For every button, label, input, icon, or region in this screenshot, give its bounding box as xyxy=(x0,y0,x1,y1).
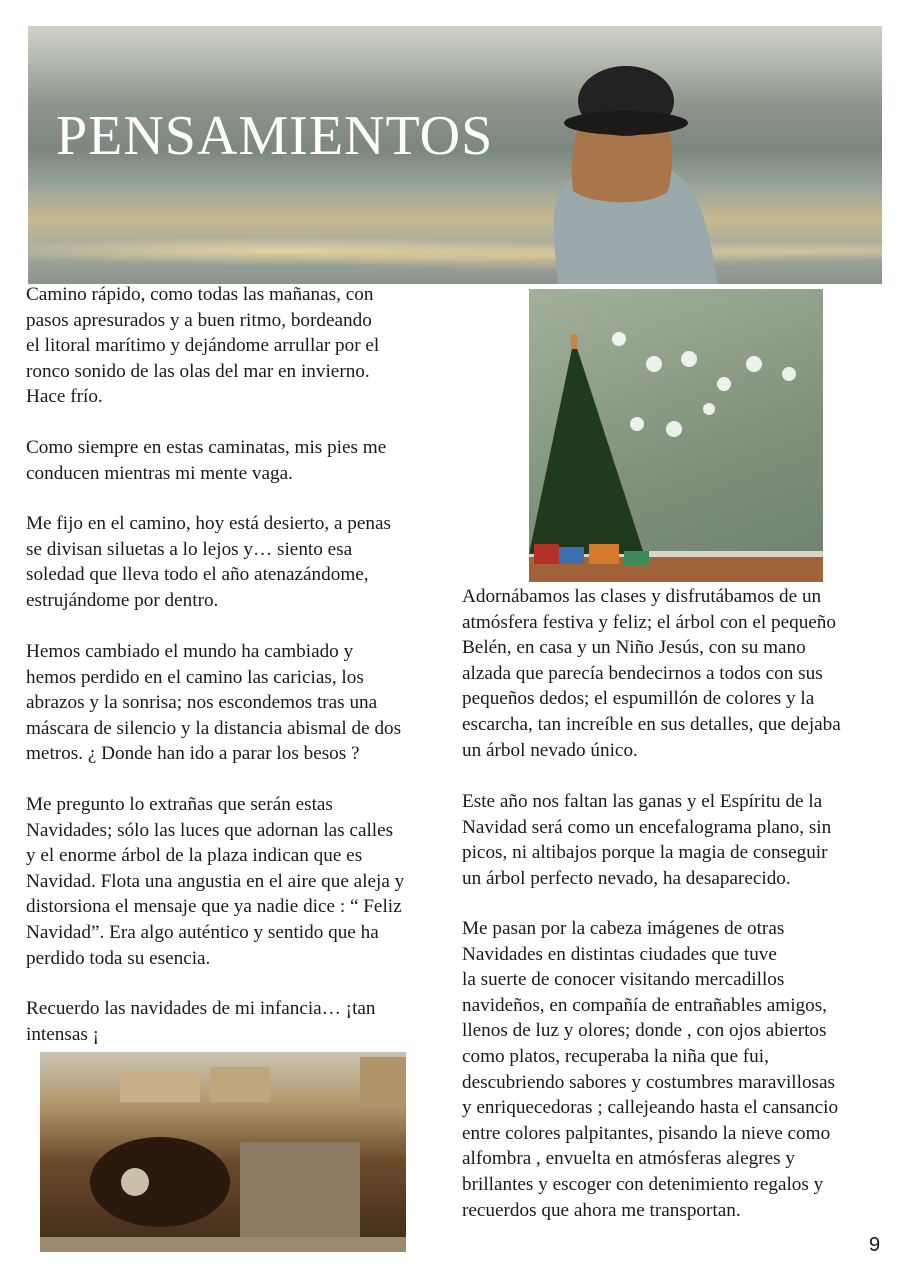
page-title: PENSAMIENTOS xyxy=(56,105,494,167)
paragraph: Hemos cambiado el mundo ha cambiado y hemos perdido en el camino las caricias, los abrazos y la sonrisa; nos escondemos tras una máscara de silencio y la distancia abismal de dos metros. ¿ Donde han ido a parar los besos ? xyxy=(26,641,402,765)
paragraph: Camino rápido, como todas las mañanas, con pasos apresurados y a buen ritmo, bordeando el litoral marítimo y dejándome arrullar por el ronco sonido de las olas del mar en invierno. Hace frío. xyxy=(26,284,380,408)
header-banner-image xyxy=(28,26,882,284)
nativity-scene-icon xyxy=(40,1052,406,1252)
paragraph: Me fijo en el camino, hoy está desierto, a penas se divisan siluetas a lo lejos y… siento esa soledad que lleva todo el año atenazándome, estrujándome por dentro. xyxy=(26,513,391,611)
woman-silhouette-illustration xyxy=(518,41,728,284)
paragraph: Adornábamos las clases y disfrutábamos de un atmósfera festiva y feliz; el árbol con el pequeño Belén, en casa y un Niño Jesús, con su mano alzada que parecía bendecirnos a todos con sus pequeños dedos; el espumillón de colores y la escarcha, tan increíble en sus detalles, que dejaba un árbol nevado único. xyxy=(462,586,841,761)
paragraph: Me pasan por la cabeza imágenes de otras Navidades en distintas ciudades que tuve la suerte de conocer visitando mercadillos navideños, en compañía de entrañables amigos, llenos de luz y olores; donde , con ojos abiertos como platos, recuperaba la niña que fui, descubriendo sabores y costumbres maravillosas y enriquecedoras ; callejeando hasta el cansancio entre colores palpitantes, pisando la nieve como alfombra , envuelta en atmósferas alegres y brillantes y escoger con detenimiento regalos y recuerdos que ahora me transportan. xyxy=(462,918,839,1221)
paragraph: Me pregunto lo extrañas que serán estas Navidades; sólo las luces que adornan las calles y el enorme árbol de la plaza indican que es Navidad. Flota una angustia en el aire que aleja y distorsiona el mensaje que ya nadie dice : “ Feliz Navidad”. Era algo auténtico y sentido que ha perdido toda su esencia. xyxy=(26,794,405,969)
christmas-tree-image xyxy=(529,289,823,582)
nativity-scene-image xyxy=(40,1052,406,1252)
page-number: 9 xyxy=(869,1234,881,1256)
bokeh-lights xyxy=(28,226,882,276)
christmas-tree-icon xyxy=(529,289,823,582)
paragraph: Recuerdo las navidades de mi infancia… ¡tan intensas ¡ xyxy=(26,998,376,1045)
paragraph: Como siempre en estas caminatas, mis pies me conducen mientras mi mente vaga. xyxy=(26,437,387,484)
paragraph: Este año nos faltan las ganas y el Espíritu de la Navidad será como un encefalograma plano, sin picos, ni altibajos porque la magia de conseguir un árbol perfecto nevado, ha desaparecido. xyxy=(462,791,832,889)
